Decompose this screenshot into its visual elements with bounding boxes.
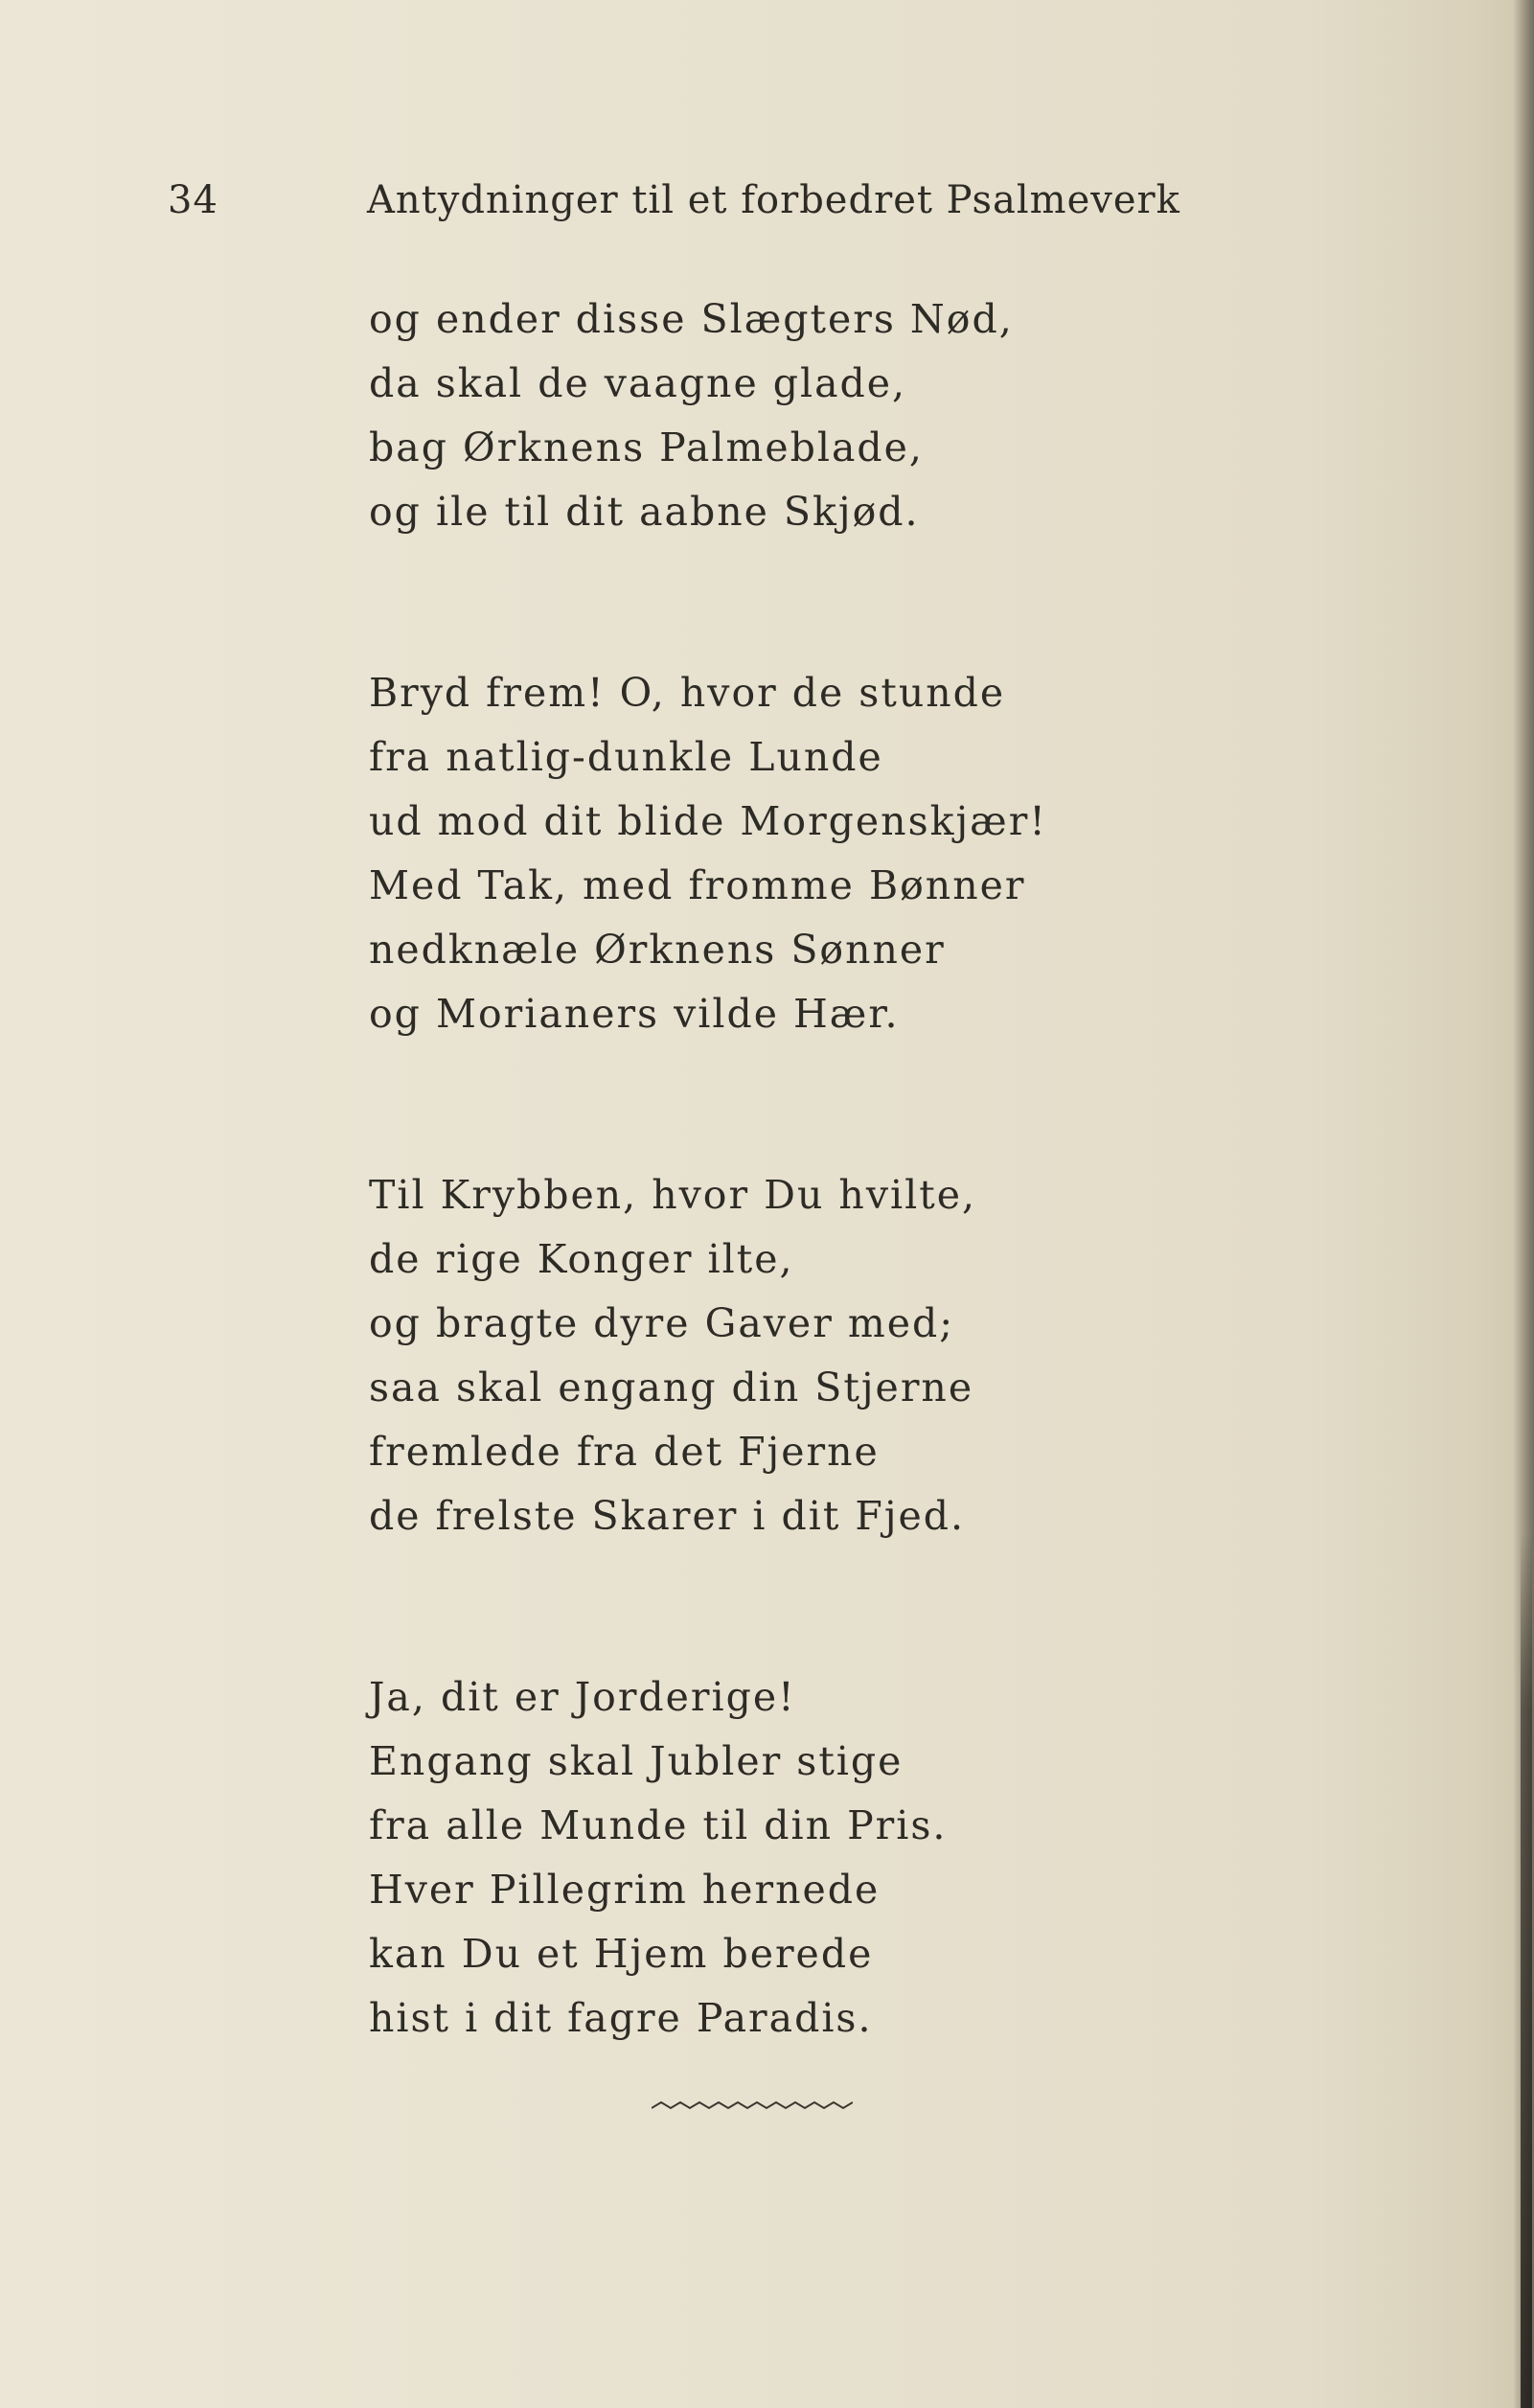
page-header	[0, 178, 1534, 236]
stanza-4	[369, 1665, 1423, 2051]
poem-line: de frelste Skarer i dit Fjed.	[369, 1493, 966, 1539]
poem-line: og ile til dit aabne Skjød.	[369, 489, 920, 535]
poem-line: de rige Konger ilte,	[369, 1236, 794, 1282]
poem	[369, 287, 1423, 2167]
poem-line: hist i dit fagre Paradis.	[369, 1995, 873, 2041]
end-ornament	[652, 2097, 853, 2116]
poem-line: bag Ørknens Palmeblade,	[369, 424, 924, 470]
poem-line: Bryd frem! O, hvor de stunde	[369, 670, 1006, 716]
running-title: Antydninger til et forbedret Psalmeverk	[367, 178, 1180, 222]
stanza-2	[369, 661, 1423, 1046]
poem-line: fremlede fra det Fjerne	[369, 1429, 880, 1475]
poem-line: nedknæle Ørknens Sønner	[369, 927, 946, 973]
poem-line: Ja, dit er Jorderige!	[369, 1674, 796, 1720]
page-number: 34	[168, 178, 218, 222]
poem-line: ud mod dit blide Morgenskjær!	[369, 798, 1047, 844]
poem-line: Hver Pillegrim hernede	[369, 1867, 881, 1913]
poem-line: og bragte dyre Gaver med;	[369, 1300, 955, 1346]
stanza-1	[369, 287, 1423, 544]
poem-line: og ender disse Slægters Nød,	[369, 296, 1014, 342]
stanza-3	[369, 1163, 1423, 1548]
page-edge-dark	[1521, 1533, 1532, 2408]
poem-line: fra natlig-dunkle Lunde	[369, 734, 883, 780]
poem-line: og Morianers vilde Hær.	[369, 991, 900, 1037]
poem-line: kan Du et Hjem berede	[369, 1931, 874, 1977]
poem-line: Engang skal Jubler stige	[369, 1738, 904, 1784]
poem-line: fra alle Munde til din Pris.	[369, 1802, 948, 1848]
poem-line: Til Krybben, hvor Du hvilte,	[369, 1172, 976, 1218]
poem-line: da skal de vaagne glade,	[369, 360, 907, 406]
poem-line: Med Tak, med fromme Bønner	[369, 862, 1026, 908]
poem-line: saa skal engang din Stjerne	[369, 1365, 974, 1410]
